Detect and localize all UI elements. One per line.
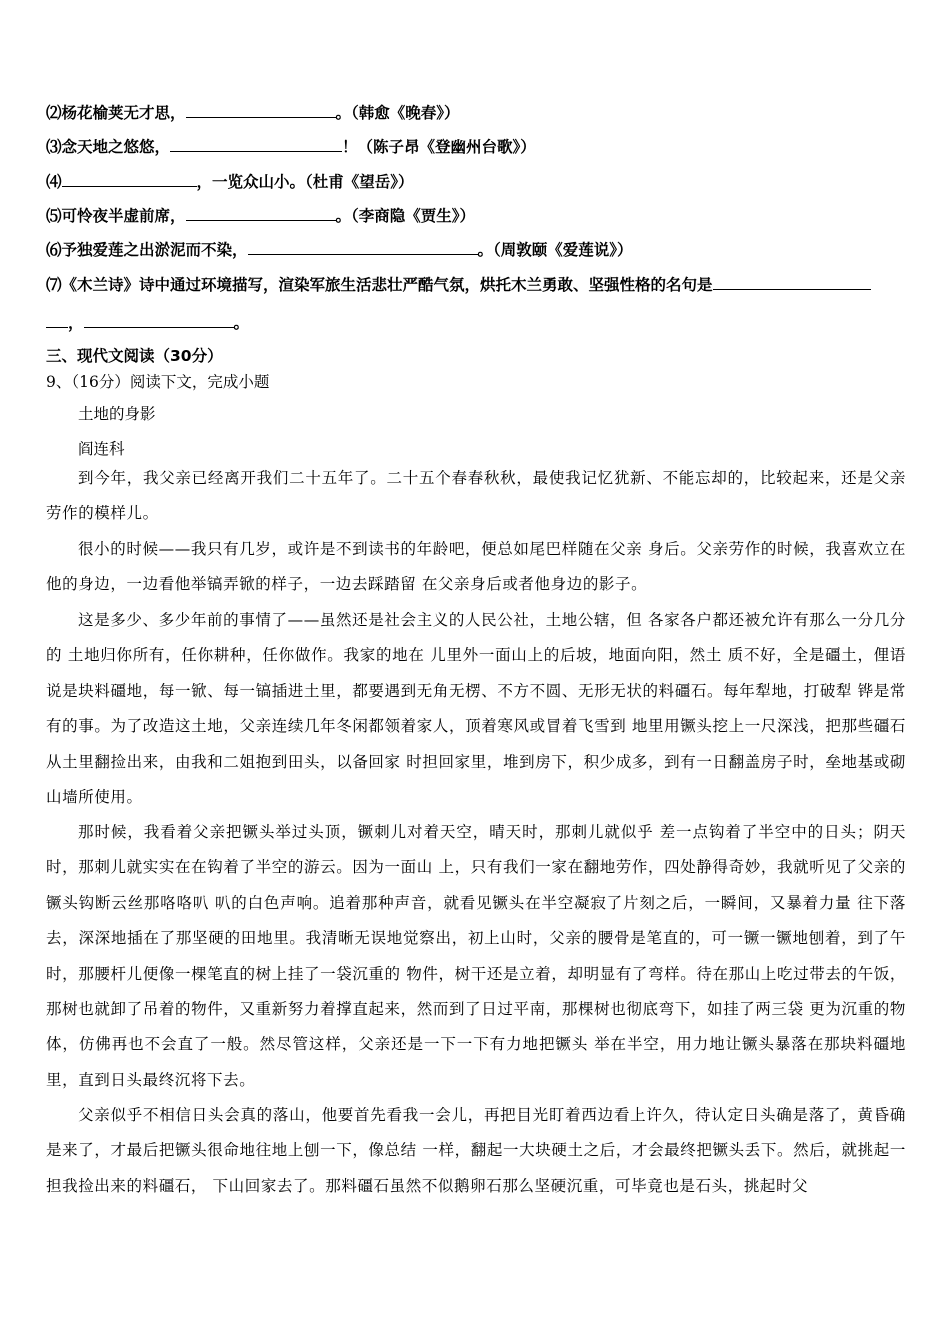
fill-blank-q6 xyxy=(46,238,906,260)
section-title: 三、现代文阅读（30分） xyxy=(46,347,223,365)
article-paragraph: 很小的时候——我只有几岁，或许是不到读书的年龄吧，便总如尾巴样随在父亲 身后。父亲劳作的时候，我喜欢立在他的身边，一边看他举镐弄锨的样子，一边去踩踏留 在父亲身后或者他身边的影子。 xyxy=(46,540,906,594)
q5-answer-blank[interactable] xyxy=(186,206,336,221)
article-paragraph: 这是多少、多少年前的事情了——虽然还是社会主义的人民公社，土地公辖，但 各家各户都还被允许有那么一分几分的 土地归你所有，任你耕种，任你做作。我家的地在 儿里外一面山上的后坡，地面向阳，然土 质不好，全是礓土，俚语说是块料礓地，每一锨、每一镐插进土里，都要遇到无角无楞、不方不圆、无形无状的料礓石。每年犁地，打破犁 铧是常有的事。为了改造这土地，父亲连续几年冬闲都领着家人，顶着寒风或冒着飞雪到 地里用镢头挖上一尺深浅，把那些礓石从土里翻捡出来，由我和二姐抱到田头，以备回家 时担回家里，堆到房下，积少成多，到有一日翻盖房子时，垒地基或砌山墙所使用。 xyxy=(46,611,906,807)
q6-source: 。（周敦颐《爱莲说》） xyxy=(477,241,633,259)
q2-answer-blank[interactable] xyxy=(186,103,336,118)
article-author: 阎连科 xyxy=(78,440,125,458)
fill-blank-q3 xyxy=(46,135,906,157)
q4-source: ，一览众山小。（杜甫《望岳》） xyxy=(196,173,414,191)
q7-answer-blank-2[interactable] xyxy=(84,313,234,328)
article-paragraph: 父亲似乎不相信日头会真的落山，他要首先看我一会儿，再把目光盯着西边看上许久，待认定日头确是落了，黄昏确是来了，才最后把镢头很命地往地上刨一下，像总结 一样，翻起一大块硬土之后，才会最终把镢头丢下。然后，就挑起一担我捡出来的料礓石， 下山回家去了。那料礓石虽然不似鹅卵石那么坚硬沉重，可毕竟也是石头，挑起时父 xyxy=(46,1106,906,1195)
fill-blank-q4 xyxy=(46,170,906,192)
article-title: 土地的身影 xyxy=(78,405,156,423)
fill-blank-q7-line2 xyxy=(46,311,906,333)
q6-answer-blank[interactable] xyxy=(248,240,478,255)
q5-source: 。（李商隐《贾生》） xyxy=(335,207,476,225)
q7-answer-blank-1b[interactable] xyxy=(46,313,68,328)
article-paragraph: 那时候，我看着父亲把镢头举过头顶，镢刺儿对着天空，晴天时，那刺儿就似乎 差一点钩着了半空中的日头；阴天时，那刺儿就实实在在钩着了半空的游云。因为一面山 上，只有我们一家在翻地劳作，四处静得奇妙，我就听见了父亲的镢头钩断云丝那咯咯叭 叭的白色声响。追着那种声音，就看见镢头在半空凝寂了片刻之后，一瞬间，又暴着力量 往下落去，深深地插在了那坚硬的田地里。我清晰无误地觉察出，初上山时，父亲的腰骨是笔直的，可一镢一镢地刨着，到了午时，那腰杆儿便像一棵笔直的树上挂了一袋沉重的 物件，树干还是立着，却明显有了弯样。待在那山上吃过带去的午饭，那树也就卸了吊着的物件，又重新努力着撑直起来，然而到了日过平南，那棵树也彻底弯下，如挂了两三袋 更为沉重的物体，仿佛再也不会直了一般。然尽管这样，父亲还是一下一下有力地把镢头 举在半空，用力地让镢头暴落在那块料礓地里，直到日头最终沉将下去。 xyxy=(46,823,906,1089)
q4-prompt: ⑷ xyxy=(46,173,62,191)
q3-source: ！（陈子昂《登幽州台歌》） xyxy=(342,138,536,156)
q3-prompt: ⑶念天地之悠悠， xyxy=(46,138,171,156)
q7-answer-blank-1a[interactable] xyxy=(713,275,871,290)
q7-end: 。 xyxy=(233,314,250,332)
q7-separator: ， xyxy=(68,314,84,332)
fill-blank-q5 xyxy=(46,204,906,226)
q2-source: 。（韩愈《晚春》） xyxy=(335,104,460,122)
article-paragraph: 到今年，我父亲已经离开我们二十五年了。二十五个春春秋秋，最使我记忆犹新、不能忘却的，比较起来，还是父亲劳作的模样儿。 xyxy=(46,469,906,523)
q7-prompt: ⑺《木兰诗》诗中通过环境描写，渲染军旅生活悲壮严酷气氛，烘托木兰勇敢、坚强性格的名句是 xyxy=(46,276,713,294)
fill-blank-q7 xyxy=(46,273,906,295)
q2-prompt: ⑵杨花榆荚无才思， xyxy=(46,104,186,122)
q4-answer-blank[interactable] xyxy=(62,172,197,187)
q6-prompt: ⑹予独爱莲之出淤泥而不染， xyxy=(46,241,248,259)
fill-blank-q2 xyxy=(46,101,906,123)
q3-answer-blank[interactable] xyxy=(170,137,342,152)
question-9-prompt: 9、（16分）阅读下文，完成小题 xyxy=(46,373,270,391)
q5-prompt: ⑸可怜夜半虚前席， xyxy=(46,207,186,225)
